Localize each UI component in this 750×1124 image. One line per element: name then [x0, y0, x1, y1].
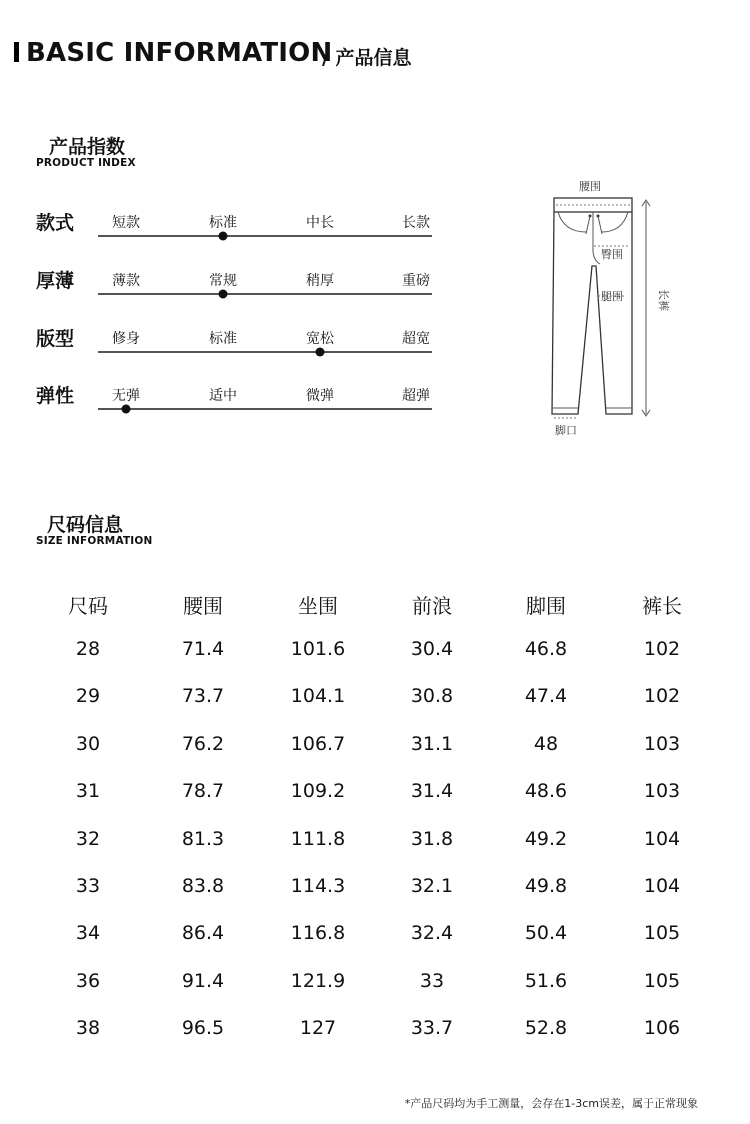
index-row-label: 款式: [36, 212, 75, 234]
table-cell: 102: [643, 685, 681, 708]
table-cell: 47.4: [524, 685, 568, 708]
thigh-label: 腿围: [601, 290, 623, 303]
index-option: 薄款: [112, 273, 140, 289]
table-cell: 105: [643, 922, 681, 945]
table-cell: 127: [299, 1017, 337, 1040]
page-title: BASIC INFORMATION: [26, 38, 333, 68]
index-option: 短款: [112, 215, 140, 231]
index-scale-line: [98, 235, 432, 237]
product-index-subtitle: PRODUCT INDEX: [36, 157, 136, 169]
table-cell: 46.8: [524, 638, 568, 660]
index-option: 适中: [209, 388, 237, 404]
table-cell: 30.8: [410, 685, 454, 708]
table-cell: 31.4: [410, 780, 454, 803]
table-cell: 106.7: [290, 732, 346, 755]
size-info-title: 尺码信息: [47, 514, 124, 536]
table-cell: 116.8: [290, 922, 346, 945]
table-cell: 36: [75, 969, 101, 992]
table-header-cell: 裤长: [642, 594, 682, 618]
index-scale-line: [98, 293, 432, 295]
footnote: *产品尺码均为手工测量，会存在1-3cm误差，属于正常现象: [404, 1097, 698, 1110]
table-header-cell: 前浪: [412, 594, 452, 618]
pants-diagram: [540, 170, 670, 440]
table-cell: 76.2: [181, 732, 225, 755]
pocket-right: [602, 212, 628, 232]
index-option: 超弹: [402, 388, 430, 404]
table-cell: 114.3: [290, 875, 346, 897]
hem-label: 脚口: [555, 424, 577, 437]
index-option: 宽松: [306, 331, 334, 347]
table-cell: 109.2: [290, 780, 346, 803]
index-option: 标准: [209, 331, 237, 347]
index-option: 标准: [209, 215, 237, 231]
index-scale-line: [98, 351, 432, 353]
pocket-left: [558, 212, 586, 232]
product-index-title: 产品指数: [49, 136, 126, 158]
table-cell: 48.6: [524, 780, 568, 803]
index-row-label: 厚薄: [36, 270, 75, 292]
size-info-subtitle: SIZE INFORMATION: [36, 535, 153, 547]
table-cell: 33: [75, 875, 101, 897]
table-cell: 51.6: [524, 969, 568, 992]
table-cell: 103: [643, 732, 681, 755]
table-cell: 29: [75, 685, 101, 708]
index-row-label: 版型: [36, 328, 75, 350]
index-selected-dot: [219, 232, 228, 241]
index-selected-dot: [219, 290, 228, 299]
table-cell: 33.7: [410, 1017, 454, 1040]
index-option: 微弹: [306, 388, 334, 404]
index-option: 常规: [209, 273, 237, 289]
table-cell: 28: [75, 638, 101, 660]
table-cell: 32: [75, 827, 101, 850]
index-selected-dot: [316, 348, 325, 357]
table-cell: 31.1: [410, 732, 454, 755]
table-cell: 121.9: [290, 969, 346, 992]
index-option: 超宽: [402, 331, 430, 347]
drawstring: [586, 216, 602, 234]
table-cell: 49.8: [524, 875, 568, 897]
table-cell: 73.7: [181, 685, 225, 708]
table-cell: 102: [643, 638, 681, 660]
table-cell: 49.2: [524, 827, 568, 850]
table-cell: 78.7: [181, 780, 225, 803]
table-cell: 91.4: [181, 969, 225, 992]
length-label: 长裤: [657, 289, 670, 311]
table-cell: 30: [75, 732, 101, 755]
index-option: 中长: [306, 215, 334, 231]
table-cell: 96.5: [181, 1017, 225, 1040]
index-option: 重磅: [402, 273, 430, 289]
table-cell: 101.6: [290, 638, 346, 660]
table-cell: 86.4: [181, 922, 225, 945]
table-cell: 81.3: [181, 827, 225, 850]
table-cell: 104.1: [290, 685, 346, 708]
table-header-cell: 脚围: [526, 594, 566, 618]
table-cell: 32.1: [410, 875, 454, 897]
table-cell: 104: [643, 827, 681, 850]
index-option: 修身: [112, 331, 140, 347]
table-cell: 33: [419, 969, 445, 992]
table-cell: 32.4: [410, 922, 454, 945]
header-accent-bar: [14, 42, 19, 62]
waist-label: 腰围: [579, 180, 601, 193]
pants-outline: [552, 212, 632, 414]
page-title-cn: / 产品信息: [322, 47, 412, 69]
table-cell: 31.8: [410, 827, 454, 850]
table-header-cell: 尺码: [68, 594, 108, 618]
table-cell: 71.4: [181, 638, 225, 660]
table-cell: 83.8: [181, 875, 225, 897]
index-selected-dot: [122, 405, 131, 414]
table-cell: 50.4: [524, 922, 568, 945]
table-header-cell: 腰围: [183, 594, 223, 618]
table-cell: 31: [75, 780, 101, 803]
table-cell: 103: [643, 780, 681, 803]
index-scale-line: [98, 408, 432, 410]
index-row-label: 弹性: [36, 385, 75, 407]
table-cell: 104: [643, 875, 681, 897]
index-option: 无弹: [112, 388, 140, 404]
index-option: 稍厚: [306, 273, 334, 289]
table-cell: 34: [75, 922, 101, 945]
table-cell: 111.8: [290, 827, 346, 850]
table-header-cell: 坐围: [298, 594, 338, 618]
table-cell: 105: [643, 969, 681, 992]
table-cell: 38: [75, 1017, 101, 1040]
table-cell: 48: [533, 732, 559, 755]
table-cell: 30.4: [410, 638, 454, 660]
table-cell: 52.8: [524, 1017, 568, 1040]
table-cell: 106: [643, 1017, 681, 1040]
hip-label: 臀围: [601, 248, 623, 261]
index-option: 长款: [402, 215, 430, 231]
